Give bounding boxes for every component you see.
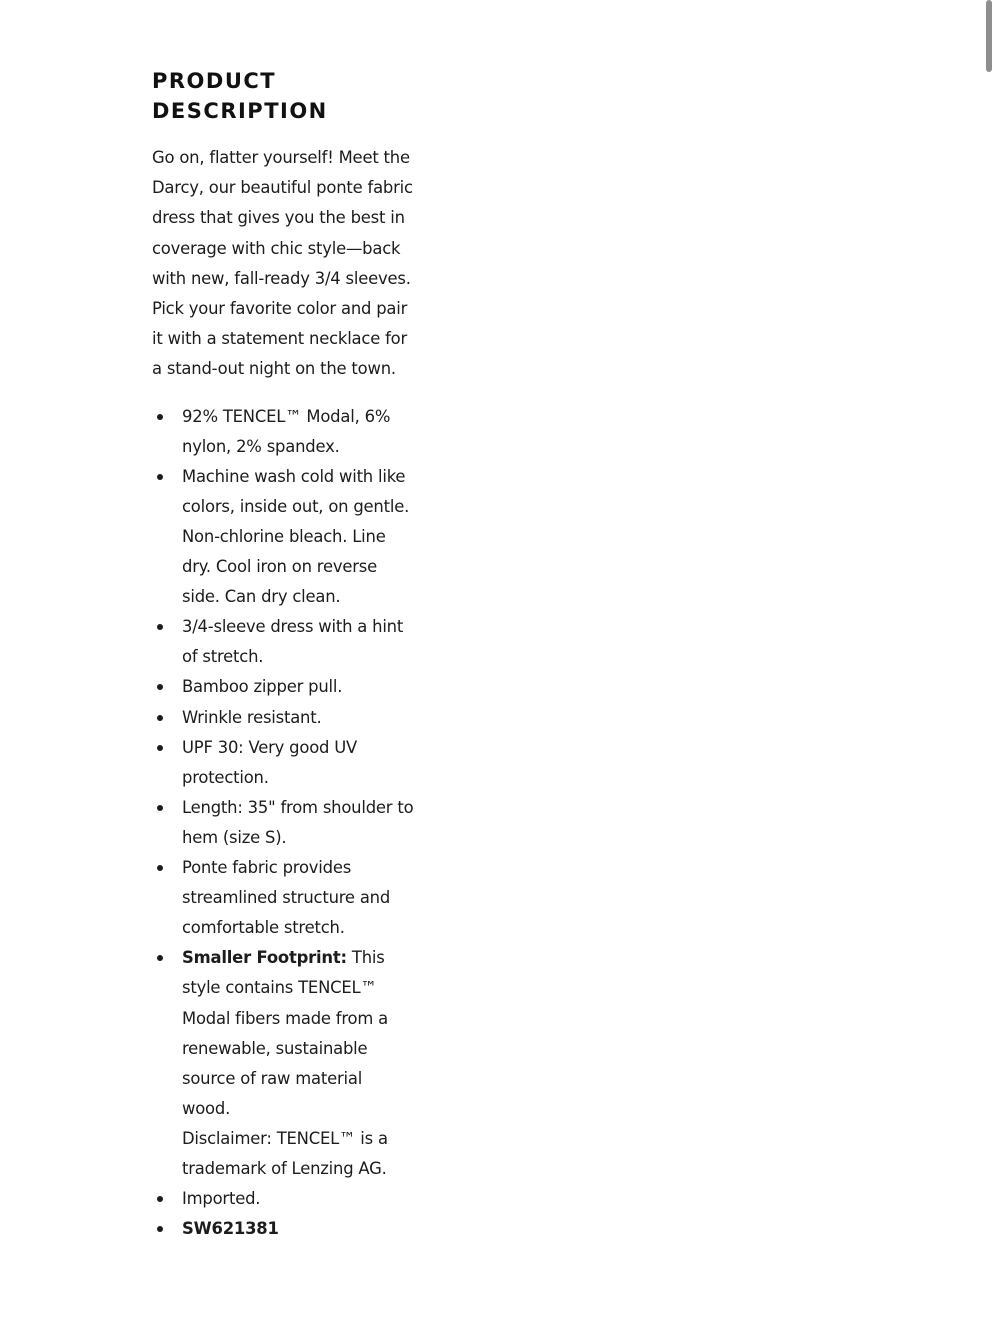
list-item-text: 3/4-sleeve dress with a hint of stretch. bbox=[182, 617, 404, 667]
heading-line-2: DESCRIPTION bbox=[152, 99, 328, 123]
list-item-care bbox=[152, 462, 414, 612]
list-item-text: This style contains TENCEL™ Modal fibers made from a renewable, sustainable source of raw material wood. bbox=[182, 948, 388, 1118]
list-item-text: Bamboo zipper pull. bbox=[182, 677, 343, 697]
trademark-disclaimer: Disclaimer: TENCEL™ is a trademark of Lenzing AG. bbox=[182, 1128, 388, 1178]
list-item-footprint bbox=[152, 943, 414, 1184]
bullet-dot-icon bbox=[157, 715, 163, 721]
list-item-ponte bbox=[152, 853, 414, 943]
list-item-wrinkle bbox=[152, 703, 414, 733]
list-item-upf bbox=[152, 733, 414, 793]
bullet-dot-icon bbox=[157, 624, 163, 630]
list-item-text: Machine wash cold with like colors, inside out, on gentle. Non-chlorine bleach. Line dry. Cool iron on reverse side. Can dry clean. bbox=[182, 466, 410, 607]
list-item-text: UPF 30: Very good UV protection. bbox=[182, 737, 358, 787]
bullet-dot-icon bbox=[157, 474, 163, 480]
product-sku: SW621381 bbox=[182, 1219, 279, 1239]
bullet-dot-icon bbox=[157, 865, 163, 871]
list-item-text: Length: 35" from shoulder to hem (size S). bbox=[182, 797, 414, 847]
list-item-length bbox=[152, 793, 414, 853]
bullet-dot-icon bbox=[157, 805, 163, 811]
list-item-imported bbox=[152, 1184, 414, 1214]
list-item-text: Ponte fabric provides streamlined structure and comfortable stretch. bbox=[182, 858, 391, 938]
list-item-text: 92% TENCEL™ Modal, 6% nylon, 2% spandex. bbox=[182, 406, 391, 456]
list-item-label: Smaller Footprint: bbox=[182, 948, 347, 968]
list-item-text: Imported. bbox=[182, 1189, 261, 1209]
heading-line-1: PRODUCT bbox=[152, 69, 277, 93]
description-intro: Go on, flatter yourself! Meet the Darcy, our beautiful ponte fabric dress that gives you the best in coverage with chic style—back with new, fall-ready 3/4 sleeves. Pick your favorite color and pair it with a statement necklace for a stand-out night on the town. bbox=[152, 148, 413, 379]
list-item-text: Wrinkle resistant. bbox=[182, 707, 322, 727]
scrollbar-thumb[interactable] bbox=[986, 0, 992, 72]
list-item-zipper bbox=[152, 672, 414, 702]
list-item-sku bbox=[152, 1214, 414, 1244]
product-description-section bbox=[152, 66, 414, 1244]
bullet-dot-icon bbox=[157, 414, 163, 420]
list-item-fabric bbox=[152, 402, 414, 462]
bullet-dot-icon bbox=[157, 955, 163, 961]
bullet-dot-icon bbox=[157, 684, 163, 690]
bullet-dot-icon bbox=[157, 1226, 163, 1232]
list-item-sleeve bbox=[152, 612, 414, 672]
feature-list bbox=[152, 402, 414, 1245]
bullet-dot-icon bbox=[157, 745, 163, 751]
section-heading bbox=[152, 66, 414, 126]
bullet-dot-icon bbox=[157, 1196, 163, 1202]
